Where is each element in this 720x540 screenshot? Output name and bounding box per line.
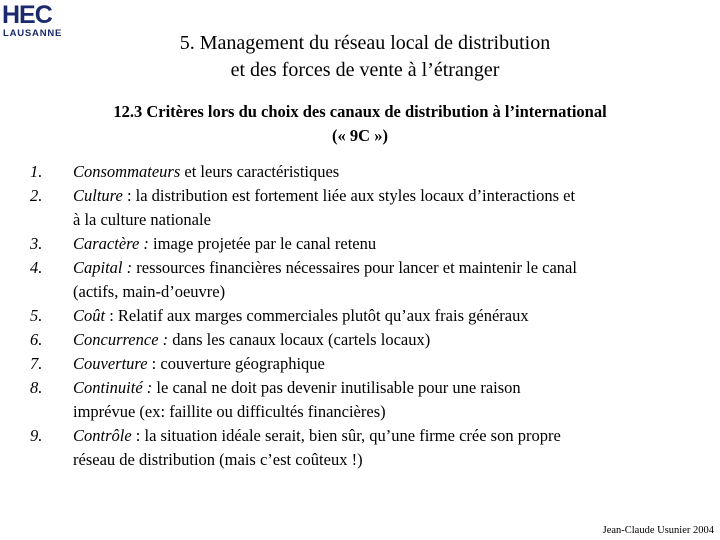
item-keyword: Caractère : [73, 234, 149, 253]
item-text: : la situation idéale serait, bien sûr, qu’une firme crée son propre [131, 426, 561, 445]
criteria-item [30, 232, 720, 256]
criteria-item [30, 424, 720, 472]
item-number: 9. [30, 426, 43, 445]
slide-subtitle [50, 100, 670, 148]
slide-title-line-2: et des forces de vente à l’étranger [230, 59, 500, 81]
logo-hec-text: HEC [2, 1, 52, 29]
item-number: 1. [30, 162, 43, 181]
hec-lausanne-logo [2, 2, 68, 42]
item-number: 8. [30, 378, 43, 397]
item-number: 4. [30, 258, 43, 277]
item-keyword: Concurrence : [73, 330, 169, 349]
item-text: dans les canaux locaux (cartels locaux) [168, 330, 431, 349]
item-keyword: Capital : [73, 258, 133, 277]
criteria-item [30, 376, 720, 424]
item-continuation: réseau de distribution (mais c’est coûteux !) [73, 450, 363, 469]
criteria-item [30, 304, 720, 328]
item-keyword: Coût [73, 306, 106, 325]
item-number: 7. [30, 354, 43, 373]
item-text: : couverture géographique [147, 354, 325, 373]
criteria-item [30, 256, 720, 304]
criteria-list [30, 160, 720, 472]
item-keyword: Contrôle [73, 426, 132, 445]
item-text: : la distribution est fortement liée aux styles locaux d’interactions et [122, 186, 576, 205]
item-keyword: Consommateurs [73, 162, 181, 181]
item-text: le canal ne doit pas devenir inutilisable pour une raison [152, 378, 521, 397]
footer-credit: Jean-Claude Usunier 2004 [602, 525, 714, 536]
slide-title-line-1: 5. Management du réseau local de distribution [179, 32, 551, 54]
item-text: image projetée par le canal retenu [148, 234, 377, 253]
item-keyword: Continuité : [73, 378, 153, 397]
logo-lausanne-text: LAUSANNE [3, 28, 63, 39]
item-keyword: Culture [73, 186, 123, 205]
criteria-item [30, 328, 720, 352]
item-text: ressources financières nécessaires pour lancer et maintenir le canal [132, 258, 577, 277]
item-number: 5. [30, 306, 43, 325]
slide-title [80, 30, 650, 84]
item-continuation: (actifs, main-d’oeuvre) [73, 282, 226, 301]
item-continuation: imprévue (ex: faillite ou difficultés financières) [73, 402, 386, 421]
criteria-item [30, 184, 720, 232]
slide-subtitle-line-2: (« 9C ») [332, 126, 388, 145]
item-text: et leurs caractéristiques [180, 162, 340, 181]
item-number: 3. [30, 234, 43, 253]
criteria-item [30, 352, 720, 376]
item-continuation: à la culture nationale [73, 210, 211, 229]
item-text: : Relatif aux marges commerciales plutôt qu’aux frais généraux [105, 306, 529, 325]
slide-subtitle-line-1: 12.3 Critères lors du choix des canaux de distribution à l’international [113, 102, 607, 121]
criteria-item [30, 160, 720, 184]
item-number: 2. [30, 186, 43, 205]
item-number: 6. [30, 330, 43, 349]
item-keyword: Couverture [73, 354, 148, 373]
